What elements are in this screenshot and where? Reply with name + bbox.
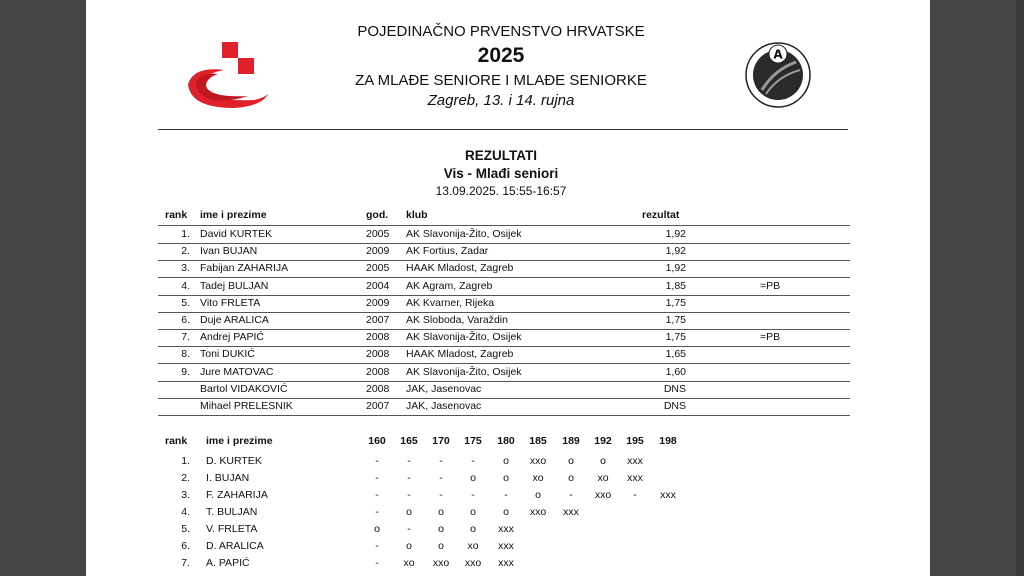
attempt-cell: xxx <box>498 523 514 535</box>
row-divider <box>158 381 850 382</box>
row-club: AK Slavonija-Žito, Osijek <box>406 331 522 344</box>
hrvatski-atletski-savez-logo <box>184 40 268 110</box>
attempt-cell: - <box>375 489 379 501</box>
attempt-cell: xo <box>597 472 609 484</box>
attempt-cell: xo <box>532 472 544 484</box>
attempt-cell: - <box>375 540 379 552</box>
height-column-header: 198 <box>659 435 677 447</box>
height-column-header: 170 <box>432 435 450 447</box>
height-column-header: 180 <box>497 435 515 447</box>
row-divider <box>158 329 850 330</box>
row-birth-year: 2009 <box>366 245 390 258</box>
row-athlete-name: Mihael PRELESNIK <box>200 400 293 412</box>
row-note: =PB <box>760 279 781 292</box>
height-column-header: 160 <box>368 435 386 447</box>
attempt-cell: xxo <box>594 489 612 501</box>
row-divider <box>158 312 850 313</box>
col-club: klub <box>406 209 428 221</box>
attempt-cell: - <box>439 472 443 484</box>
attempt-cell: xxo <box>464 557 482 569</box>
height-column-header: 195 <box>626 435 644 447</box>
attempt-cell: - <box>504 489 508 501</box>
attempt-cell: o <box>600 455 606 467</box>
attempt-cell: - <box>439 455 443 467</box>
row-rank: 4. <box>181 279 190 292</box>
prog-rank: 2. <box>181 472 190 484</box>
prog-rank: 5. <box>181 523 190 535</box>
row-divider <box>158 398 850 399</box>
attempt-cell: xxx <box>498 557 514 569</box>
height-column-header: 192 <box>594 435 612 447</box>
row-note: =PB <box>760 331 781 344</box>
attempt-cell: - <box>439 489 443 501</box>
row-birth-year: 2007 <box>366 314 390 326</box>
row-result: 1,92 <box>665 262 686 275</box>
row-result: 1,92 <box>665 228 686 240</box>
attempt-cell: - <box>407 523 411 535</box>
attempt-cell: - <box>407 489 411 501</box>
row-rank: 7. <box>181 331 190 344</box>
prog-col-rank: rank <box>165 435 188 447</box>
row-athlete-name: Vito FRLETA <box>200 296 261 309</box>
row-result: DNS <box>663 400 686 412</box>
col-name: ime i prezime <box>200 209 267 221</box>
attempt-cell: o <box>470 523 476 535</box>
row-birth-year: 2005 <box>366 228 390 240</box>
row-divider <box>158 363 850 364</box>
prog-rank: 4. <box>181 506 190 518</box>
attempt-cell: - <box>633 489 637 501</box>
attempt-cell: o <box>438 506 444 518</box>
row-divider <box>158 277 850 278</box>
attempt-cell: o <box>406 506 412 518</box>
attempt-cell: xxx <box>627 455 643 467</box>
attempt-cell: - <box>471 455 475 467</box>
row-birth-year: 2005 <box>366 262 390 275</box>
height-column-header: 175 <box>464 435 482 447</box>
height-column-header: 185 <box>529 435 547 447</box>
attempt-cell: xxx <box>660 489 676 501</box>
attempt-cell: - <box>375 557 379 569</box>
championship-category: ZA MLAĐE SENIORE I MLAĐE SENIORKE <box>355 72 647 89</box>
attempt-cell: o <box>503 506 509 518</box>
row-rank: 6. <box>181 314 190 326</box>
row-athlete-name: Tadej BULJAN <box>200 279 269 292</box>
attempt-cell: o <box>438 540 444 552</box>
row-rank: 1. <box>181 228 190 240</box>
row-athlete-name: Duje ARALICA <box>200 314 269 326</box>
row-club: HAAK Mladost, Zagreb <box>406 262 514 275</box>
row-athlete-name: Jure MATOVAC <box>200 365 274 378</box>
row-club: HAAK Mladost, Zagreb <box>406 348 514 361</box>
results-title: REZULTATI <box>465 148 537 163</box>
row-club: AK Slavonija-Žito, Osijek <box>406 228 522 240</box>
attempt-cell: - <box>407 472 411 484</box>
row-result: DNS <box>663 382 686 395</box>
col-rank: rank <box>165 209 188 221</box>
attempt-cell: xxo <box>432 557 450 569</box>
row-club: AK Sloboda, Varaždin <box>406 314 508 326</box>
height-column-header: 165 <box>400 435 418 447</box>
row-athlete-name: Ivan BUJAN <box>200 245 258 258</box>
row-rank: 8. <box>181 348 190 361</box>
row-birth-year: 2004 <box>366 279 390 292</box>
row-rank: 5. <box>181 296 190 309</box>
attempt-cell: xxx <box>498 540 514 552</box>
logo-letter: A <box>773 47 783 62</box>
row-rank: 3. <box>181 262 190 275</box>
document-page <box>86 0 930 576</box>
prog-athlete-name: D. KURTEK <box>206 455 262 467</box>
row-divider <box>158 243 850 244</box>
attempt-cell: o <box>535 489 541 501</box>
prog-rank: 1. <box>181 455 190 467</box>
row-club: AK Agram, Zagreb <box>406 279 493 292</box>
col-result: rezultat <box>642 209 680 221</box>
row-birth-year: 2008 <box>366 365 390 378</box>
row-result: 1,60 <box>665 365 686 378</box>
results-header-line <box>158 225 850 226</box>
attempt-cell: o <box>568 455 574 467</box>
vertical-scrollbar[interactable] <box>1016 0 1024 576</box>
prog-athlete-name: A. PAPIĆ <box>206 557 250 569</box>
attempt-cell: - <box>375 455 379 467</box>
championship-year: 2025 <box>477 44 525 67</box>
prog-athlete-name: F. ZAHARIJA <box>206 489 268 501</box>
attempt-cell: o <box>470 506 476 518</box>
row-rank: 9. <box>181 365 190 378</box>
attempt-cell: o <box>438 523 444 535</box>
attempt-cell: - <box>375 506 379 518</box>
row-athlete-name: David KURTEK <box>200 228 273 240</box>
row-athlete-name: Andrej PAPIĆ <box>200 331 264 344</box>
row-birth-year: 2009 <box>366 296 390 309</box>
attempt-cell: o <box>406 540 412 552</box>
row-result: 1,92 <box>665 245 686 258</box>
row-result: 1,75 <box>665 314 686 326</box>
event-discipline: Vis - Mlađi seniori <box>443 166 559 181</box>
prog-athlete-name: V. FRLETA <box>206 523 258 535</box>
row-club: JAK, Jasenovac <box>406 400 482 412</box>
row-birth-year: 2008 <box>366 348 390 361</box>
attempt-cell: xxx <box>627 472 643 484</box>
attempt-cell: xxx <box>563 506 579 518</box>
row-birth-year: 2008 <box>366 331 390 344</box>
attempt-cell: - <box>375 472 379 484</box>
attempt-cell: o <box>470 472 476 484</box>
atletski-klub-logo <box>744 40 812 110</box>
attempt-cell: xo <box>403 557 415 569</box>
row-club: AK Slavonija-Žito, Osijek <box>406 365 522 378</box>
row-rank: 2. <box>181 245 190 258</box>
row-result: 1,65 <box>665 348 686 361</box>
row-birth-year: 2007 <box>366 400 390 412</box>
championship-venue: Zagreb, 13. i 14. rujna <box>427 92 575 109</box>
attempt-cell: - <box>407 455 411 467</box>
row-club: AK Kvarner, Rijeka <box>406 296 495 309</box>
attempt-cell: o <box>374 523 380 535</box>
prog-rank: 7. <box>181 557 190 569</box>
height-column-header: 189 <box>562 435 580 447</box>
row-birth-year: 2008 <box>366 382 390 395</box>
row-athlete-name: Bartol VIDAKOVIĆ <box>200 382 288 395</box>
row-result: 1,85 <box>665 279 686 292</box>
row-divider <box>158 260 850 261</box>
row-divider <box>158 295 850 296</box>
prog-rank: 6. <box>181 540 190 552</box>
prog-athlete-name: T. BULJAN <box>206 506 258 518</box>
header-divider <box>158 129 848 130</box>
row-athlete-name: Toni DUKIĆ <box>200 348 255 361</box>
row-club: JAK, Jasenovac <box>406 382 482 395</box>
col-year: god. <box>366 209 389 221</box>
attempt-cell: - <box>569 489 573 501</box>
attempt-cell: xxo <box>529 455 547 467</box>
attempt-cell: - <box>471 489 475 501</box>
row-result: 1,75 <box>665 331 686 344</box>
attempt-cell: xo <box>467 540 479 552</box>
row-divider <box>158 346 850 347</box>
attempt-cell: o <box>503 455 509 467</box>
attempt-cell: o <box>568 472 574 484</box>
prog-athlete-name: D. ARALICA <box>206 540 264 552</box>
row-club: AK Fortius, Zadar <box>406 245 489 258</box>
row-athlete-name: Fabijan ZAHARIJA <box>200 262 289 275</box>
prog-rank: 3. <box>181 489 190 501</box>
row-result: 1,75 <box>665 296 686 309</box>
row-divider <box>158 415 850 416</box>
championship-title: POJEDINAČNO PRVENSTVO HRVATSKE <box>357 23 645 40</box>
prog-col-name: ime i prezime <box>206 435 273 447</box>
attempt-cell: xxo <box>529 506 547 518</box>
prog-athlete-name: I. BUJAN <box>206 472 250 484</box>
event-datetime: 13.09.2025. 15:55-16:57 <box>435 184 567 198</box>
attempt-cell: o <box>503 472 509 484</box>
